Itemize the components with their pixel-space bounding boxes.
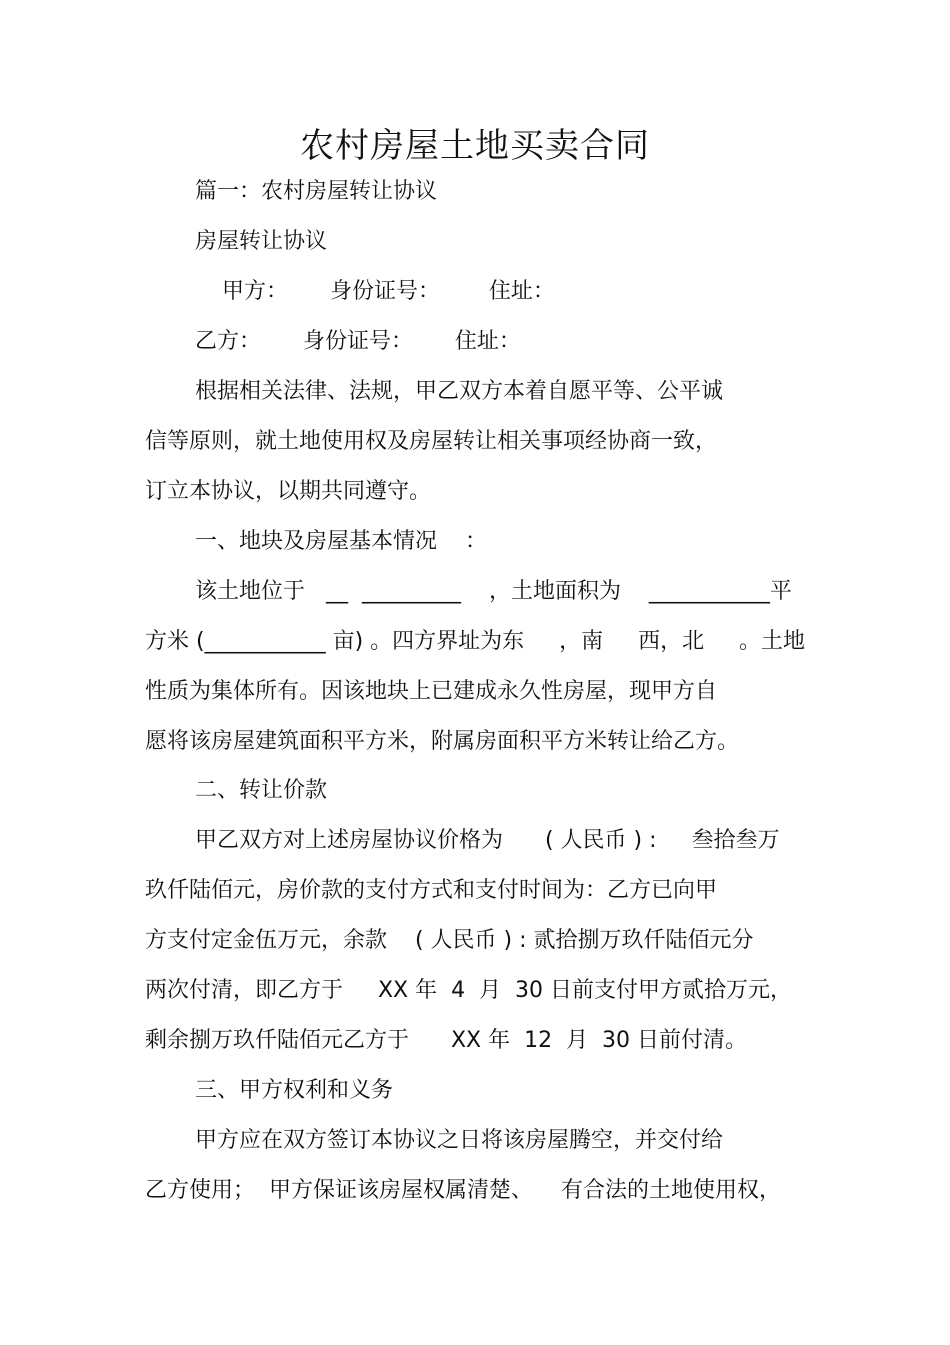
- section-heading: 篇一：农村房屋转让协议: [195, 179, 438, 204]
- paragraph-line: 愿将该房屋建筑面积平方米，附属房面积平方米转让给乙方。: [145, 729, 740, 754]
- paragraph-line: 甲方应在双方签订本协议之日将该房屋腾空，并交付给: [195, 1128, 724, 1153]
- paragraph-line: 剩余捌万玖仟陆佰元乙方于 XX 年 12 月 30 日前付清。: [145, 1028, 748, 1053]
- paragraph-line: 信等原则，就土地使用权及房屋转让相关事项经协商一致，: [145, 429, 718, 454]
- clause-heading: 三、甲方权利和义务: [195, 1078, 394, 1103]
- paragraph-line: 玖仟陆佰元，房价款的支付方式和支付时间为：乙方已向甲: [145, 878, 718, 903]
- paragraph-line: 该土地位于 __ _________ ，土地面积为 ___________平: [195, 579, 792, 604]
- clause-heading: 一、地块及房屋基本情况 ：: [195, 529, 487, 554]
- clause-heading: 二、转让价款: [195, 778, 328, 803]
- party-a-line: 甲方： 身份证号： 住址：: [222, 279, 555, 304]
- paragraph-line: 两次付清，即乙方于 XX 年 4 月 30 日前支付甲方贰拾万元，: [145, 978, 793, 1003]
- agreement-heading: 房屋转让协议: [195, 229, 328, 254]
- paragraph-line: 方支付定金伍万元，余款 ( 人民币 ) : 贰拾捌万玖仟陆佰元分: [145, 928, 754, 953]
- paragraph-line: 性质为集体所有。因该地块上已建成永久性房屋，现甲方自: [145, 679, 718, 704]
- paragraph-line: 方米 (___________ 亩) 。四方界址为东 ，南 西，北 。土地: [145, 629, 806, 654]
- paragraph-line: 乙方使用； 甲方保证该房屋权属清楚、 有合法的土地使用权，: [145, 1178, 781, 1203]
- document-title: 农村房屋土地买卖合同: [300, 126, 650, 166]
- paragraph-line: 甲乙双方对上述房屋协议价格为 ( 人民币 ) : 叁拾叁万: [195, 828, 780, 853]
- paragraph-line: 订立本协议，以期共同遵守。: [145, 479, 432, 504]
- party-b-line: 乙方： 身份证号： 住址：: [195, 329, 521, 354]
- paragraph-line: 根据相关法律、法规，甲乙双方本着自愿平等、公平诚: [195, 379, 724, 404]
